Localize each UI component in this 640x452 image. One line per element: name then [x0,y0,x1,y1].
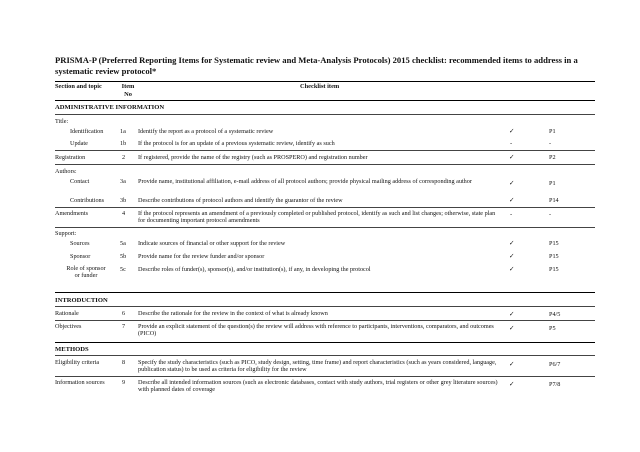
row-page: P15 [549,266,559,273]
row-topic: Eligibility criteria [55,359,100,366]
row-topic: Sponsor [70,253,91,260]
check-mark: ✓ [509,266,515,273]
row-item-no: 7 [122,323,126,330]
row-page: P1 [549,180,556,187]
row-text: If the protocol represents an amendment of a previously completed or published protocol, identify as such and list changes; otherwise, state plan for documenting important protocol amendments [138,210,496,225]
check-mark: ✓ [509,311,515,318]
row-page: P2 [549,154,556,161]
row-page: P5 [549,325,556,332]
row-item-no: 9 [122,379,126,386]
rule-methods [55,355,595,356]
rule-intro [55,306,595,307]
rule-top [55,81,595,82]
row-topic: Information sources [55,379,105,386]
row-item-no: 2 [122,154,126,161]
row-topic: Registration [55,154,86,161]
row-topic: Role of sponsor or funder [66,265,106,280]
row-divider [55,376,595,377]
section-administrative: ADMINISTRATIVE INFORMATION [55,104,165,111]
row-divider [55,320,595,321]
row-topic: Rationale [55,310,79,317]
document-title: PRISMA-P (Preferred Reporting Items for Systematic review and Meta-Analysis Protocols) 2015 checklist: recommended items to address in a systematic review protocol* [55,55,578,76]
row-text: Provide name, institutional affiliation, e-mail address of all protocol authors; provide physical mailing address of corresponding author [138,178,472,185]
header-checklist-item: Checklist item [300,83,340,90]
row-text: Describe the rationale for the review in the context of what is already known [138,310,328,317]
row-topic: Contributions [70,197,105,204]
check-mark: ✓ [509,128,515,135]
check-mark: - [510,211,513,218]
header-item-no: Item No [121,83,135,98]
row-text: Provide name for the review funder and/or sponsor [138,253,265,260]
row-page: P6/7 [549,361,561,368]
row-topic: Update [70,140,88,147]
group-title: Title: [55,118,69,125]
rule-section [55,292,595,293]
row-text: Describe contributions of protocol authors and identify the guarantor of the review [138,197,343,204]
row-text: Indicate sources of financial or other support for the review [138,240,286,247]
group-support: Support: [55,230,77,237]
row-topic: Amendments [55,210,88,217]
row-text: Describe roles of funder(s), sponsor(s), and/or institution(s), if any, in developing the protocol [138,266,371,273]
row-item-no: 6 [122,310,126,317]
row-item-no: 3b [120,197,127,204]
row-item-no: 3a [120,178,126,185]
row-text: Identify the report as a protocol of a systematic review [138,128,274,135]
row-topic: Contact [70,178,90,185]
row-page: P1 [549,128,556,135]
rule-section [55,342,595,343]
row-topic: Objectives [55,323,82,330]
check-mark: ✓ [509,154,515,161]
row-text: Describe all intended information sources (such as electronic databases, contact with study authors, trial registers or other grey literature sources) with planned dates of coverage [138,379,498,394]
row-item-no: 4 [122,210,126,217]
row-page: P4/5 [549,311,561,318]
row-text: If the protocol is for an update of a previous systematic review, identify as such [138,140,335,147]
row-item-no: 5a [120,240,126,247]
check-mark: - [510,140,513,147]
row-page: P7/8 [549,381,561,388]
check-mark: ✓ [509,197,515,204]
row-text: Provide an explicit statement of the question(s) the review will address with reference to participants, interventions, comparators, and outcomes (PICO) [138,323,494,338]
row-page: - [549,211,552,218]
row-text: If registered, provide the name of the registry (such as PROSPERO) and registration number [138,154,368,161]
section-methods: METHODS [55,346,89,353]
check-mark: ✓ [509,180,515,187]
row-divider [55,150,595,151]
row-page: P15 [549,240,559,247]
check-mark: ✓ [509,240,515,247]
row-divider [55,227,595,228]
row-divider [55,207,595,208]
row-item-no: 1b [120,140,127,147]
row-item-no: 8 [122,359,126,366]
row-page: P14 [549,197,559,204]
row-divider [55,164,595,165]
row-item-no: 5b [120,253,127,260]
check-mark: ✓ [509,253,515,260]
row-item-no: 5c [120,266,126,273]
rule-header [55,100,595,101]
row-topic: Identification [70,128,104,135]
check-mark: ✓ [509,361,515,368]
row-item-no: 1a [120,128,126,135]
group-authors: Authors: [55,168,77,175]
row-page: P15 [549,253,559,260]
rule-admin [55,114,595,115]
section-introduction: INTRODUCTION [55,297,108,304]
row-page: - [549,140,552,147]
row-topic: Sources [70,240,90,247]
check-mark: ✓ [509,325,515,332]
header-section-topic: Section and topic [55,83,102,90]
row-text: Specify the study characteristics (such as PICO, study design, setting, time frame) and report characteristics (such as years considered, language, publication status) to be used as criteria for eligibility for the review [138,359,497,374]
check-mark: ✓ [509,381,515,388]
